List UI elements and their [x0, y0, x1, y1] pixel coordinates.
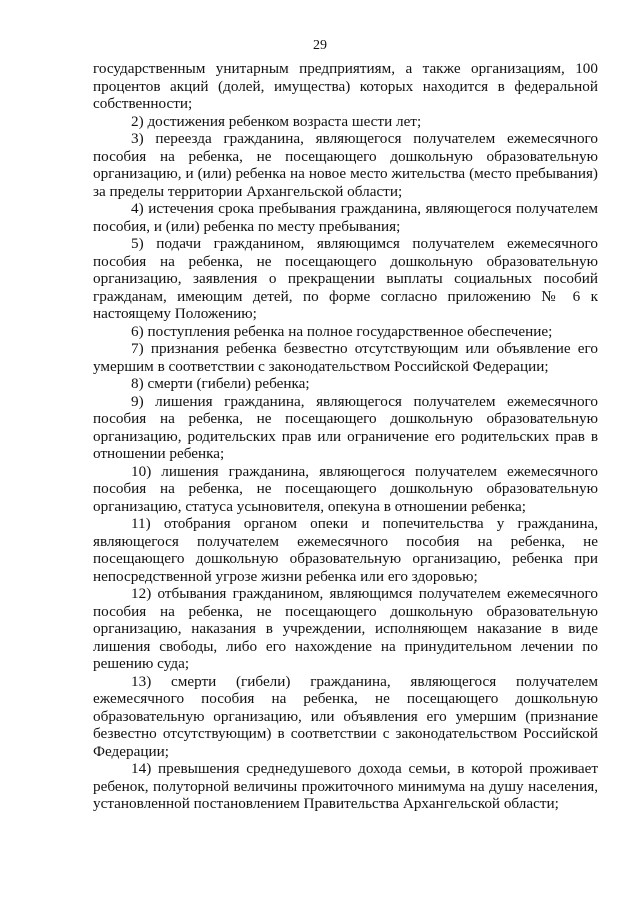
paragraph: государственным унитарным предприятиям, а также организациям, 100 процентов акций (долей, имущества) которых находится в федеральной собственности;	[93, 60, 598, 112]
list-item-14: 14) превышения среднедушевого дохода семьи, в которой проживает ребенок, полуторной величины прожиточного минимума на душу населения, установленной постановлением Правительства Архангельской области;	[93, 760, 598, 812]
list-item-13: 13) смерти (гибели) гражданина, являющегося получателем ежемесячного пособия на ребенка, не посещающего дошкольную образовательную организацию, или объявления его умершим (признание безвестно отсутствующим) в соответствии с законодательством Российской Федерации;	[93, 672, 598, 760]
list-item-3: 3) переезда гражданина, являющегося получателем ежемесячного пособия на ребенка, не посещающего дошкольную образовательную организацию, и (или) ребенка на новое место жительства (место пребывания) за пределы территории Архангельской области;	[93, 130, 598, 200]
list-item-6: 6) поступления ребенка на полное государственное обеспечение;	[131, 322, 553, 340]
page-number: 29	[313, 38, 327, 53]
document-body	[93, 60, 598, 813]
list-item-2: 2) достижения ребенком возраста шести лет;	[131, 112, 422, 130]
list-item-5: 5) подачи гражданином, являющимся получателем ежемесячного пособия на ребенка, не посещающего дошкольную образовательную организацию, заявления о прекращении выплаты социальных пособий гражданам, имеющим детей, по форме согласно приложению № 6 к настоящему Положению;	[93, 235, 598, 322]
list-item-7: 7) признания ребенка безвестно отсутствующим или объявление его умершим в соответствии с законодательством Российской Федерации;	[93, 340, 598, 375]
list-item-10: 10) лишения гражданина, являющегося получателем ежемесячного пособия на ребенка, не посещающего дошкольную образовательную организацию, статуса усыновителя, опекуна в отношении ребенка;	[93, 462, 598, 515]
list-item-8: 8) смерти (гибели) ребенка;	[131, 375, 310, 392]
list-item-11: 11) отобрания органом опеки и попечительства у гражданина, являющегося получателем ежемесячного пособия на ребенка, не посещающего дошкольную образовательную организацию, ребенка при непосредственной угрозе жизни ребенка или его здоровью;	[93, 515, 598, 585]
list-item-9: 9) лишения гражданина, являющегося получателем ежемесячного пособия на ребенка, не посещающего дошкольную образовательную организацию, родительских прав или ограничение его родительских прав в отношении ребенка;	[93, 392, 598, 462]
list-item-4: 4) истечения срока пребывания гражданина, являющегося получателем пособия, и (или) ребенка по месту пребывания;	[93, 200, 598, 235]
list-item-12: 12) отбывания гражданином, являющимся получателем ежемесячного пособия на ребенка, не посещающего дошкольную образовательную организацию, наказания в учреждении, исполняющем наказание в виде лишения свободы, либо его нахождение на принудительном лечении по решению суда;	[93, 585, 598, 672]
